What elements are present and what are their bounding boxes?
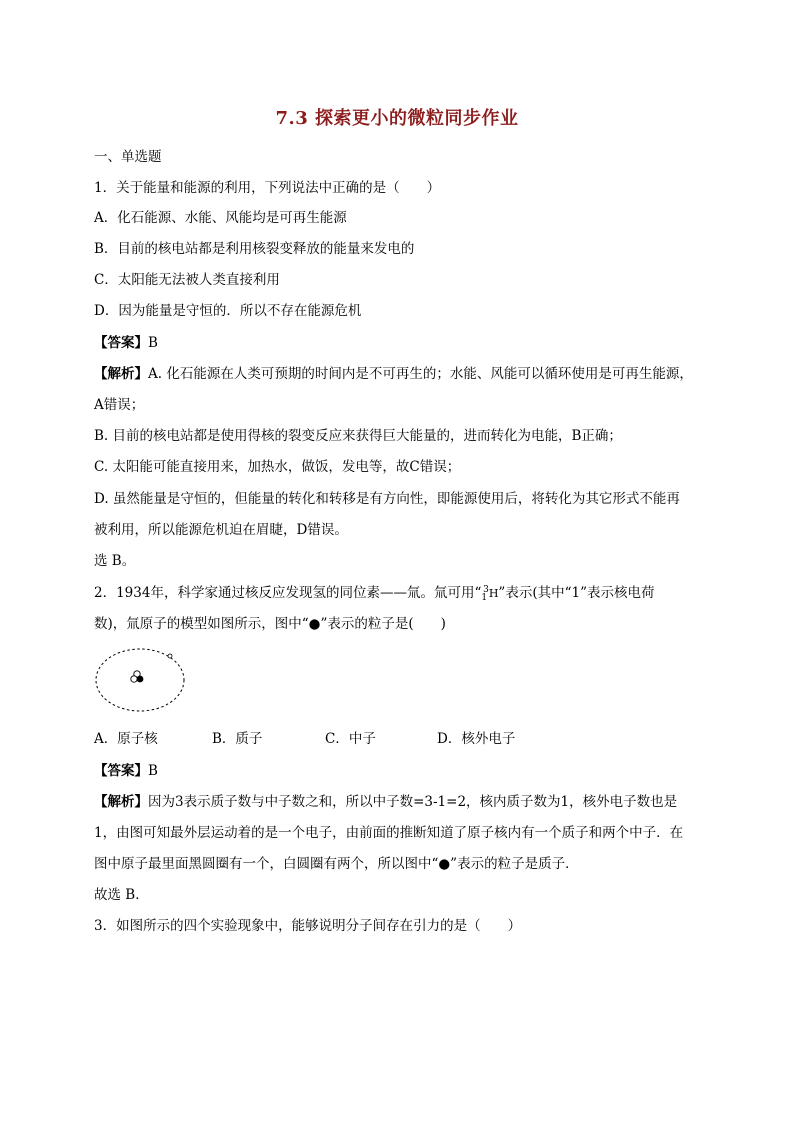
q1-option-a: A．化石能源、水能、风能均是可再生能源	[94, 210, 347, 226]
q2-option-b: B．质子	[212, 731, 263, 747]
q2-option-a: A．原子核	[94, 731, 158, 747]
answer-tag: 【答案】	[94, 335, 148, 351]
q1-analysis-line-1	[94, 362, 714, 382]
neutron	[131, 676, 137, 682]
analysis-text: 因为3表示质子数与中子数之和，所以中子数=3-1=2，核内质子数为1，核外电子数也是	[148, 794, 678, 810]
q1-option-c: C．太阳能无法被人类直接利用	[94, 272, 280, 288]
q1-analysis-line-6: 被利用，所以能源危机迫在眉睫，D错误。	[94, 522, 348, 538]
analysis-tag: 【解析】	[94, 366, 148, 382]
electron	[168, 654, 172, 658]
q3-stem: 3．如图所示的四个实验现象中，能够说明分子间存在引力的是（ ）	[94, 918, 522, 934]
page-title: 7.3 探索更小的微粒同步作业	[275, 108, 519, 129]
answer-value: B	[148, 763, 158, 779]
q1-answer	[94, 331, 714, 351]
section-heading: 一、单选题	[94, 149, 162, 165]
q2-stem-line-2: 数)，氚原子的模型如图所示，图中“●”表示的粒子是( )	[94, 616, 446, 632]
q2-analysis-line-1	[94, 790, 714, 810]
q2-conclusion: 故选 B．	[94, 887, 149, 903]
q1-option-d: D．因为能量是守恒的．所以不存在能源危机	[94, 303, 362, 319]
proton	[137, 676, 144, 683]
q2-answer	[94, 759, 714, 779]
q2-analysis-line-2: 1，由图可知最外层运动着的是一个电子，由前面的推断知道了原子核内有一个质子和两个中子．在	[94, 825, 684, 841]
q2-stem-line-1: 2．1934年，科学家通过核反应发现氢的同位素——氚。氚可用“13H”表示(其中“1”表示核电荷	[94, 585, 655, 603]
q1-analysis-line-4: C. 太阳能可能直接用来，加热水，做饭，发电等，故C错误；	[94, 459, 461, 475]
q2-analysis-line-3: 图中原子最里面黑圆圈有一个，白圆圈有两个，所以图中“●”表示的粒子是质子．	[94, 856, 579, 872]
q2-option-c: C．中子	[325, 731, 376, 747]
isotope-notation: 13	[481, 585, 489, 603]
q1-analysis-line-3: B. 目前的核电站都是使用得核的裂变反应来获得巨大能量的，进而转化为电能，B正确；	[94, 428, 622, 444]
q1-analysis-line-2: A错误；	[94, 397, 145, 413]
q1-option-b: B．目前的核电站都是利用核裂变释放的能量来发电的	[94, 241, 415, 257]
q1-analysis-line-5: D. 虽然能量是守恒的，但能量的转化和转移是有方向性，即能源使用后，将转化为其它形式不能再	[94, 491, 680, 507]
q1-conclusion: 选 B。	[94, 553, 136, 569]
q1-stem: 1．关于能量和能源的利用，下列说法中正确的是（ ）	[94, 180, 441, 196]
q2-option-d: D．核外电子	[437, 731, 516, 747]
answer-value: B	[148, 335, 158, 351]
analysis-tag: 【解析】	[94, 794, 148, 810]
tritium-atom-model-figure	[94, 646, 186, 716]
answer-tag: 【答案】	[94, 763, 148, 779]
analysis-text: A. 化石能源在人类可预期的时间内是不可再生的；水能、风能可以循环使用是可再生能源，	[148, 366, 693, 382]
